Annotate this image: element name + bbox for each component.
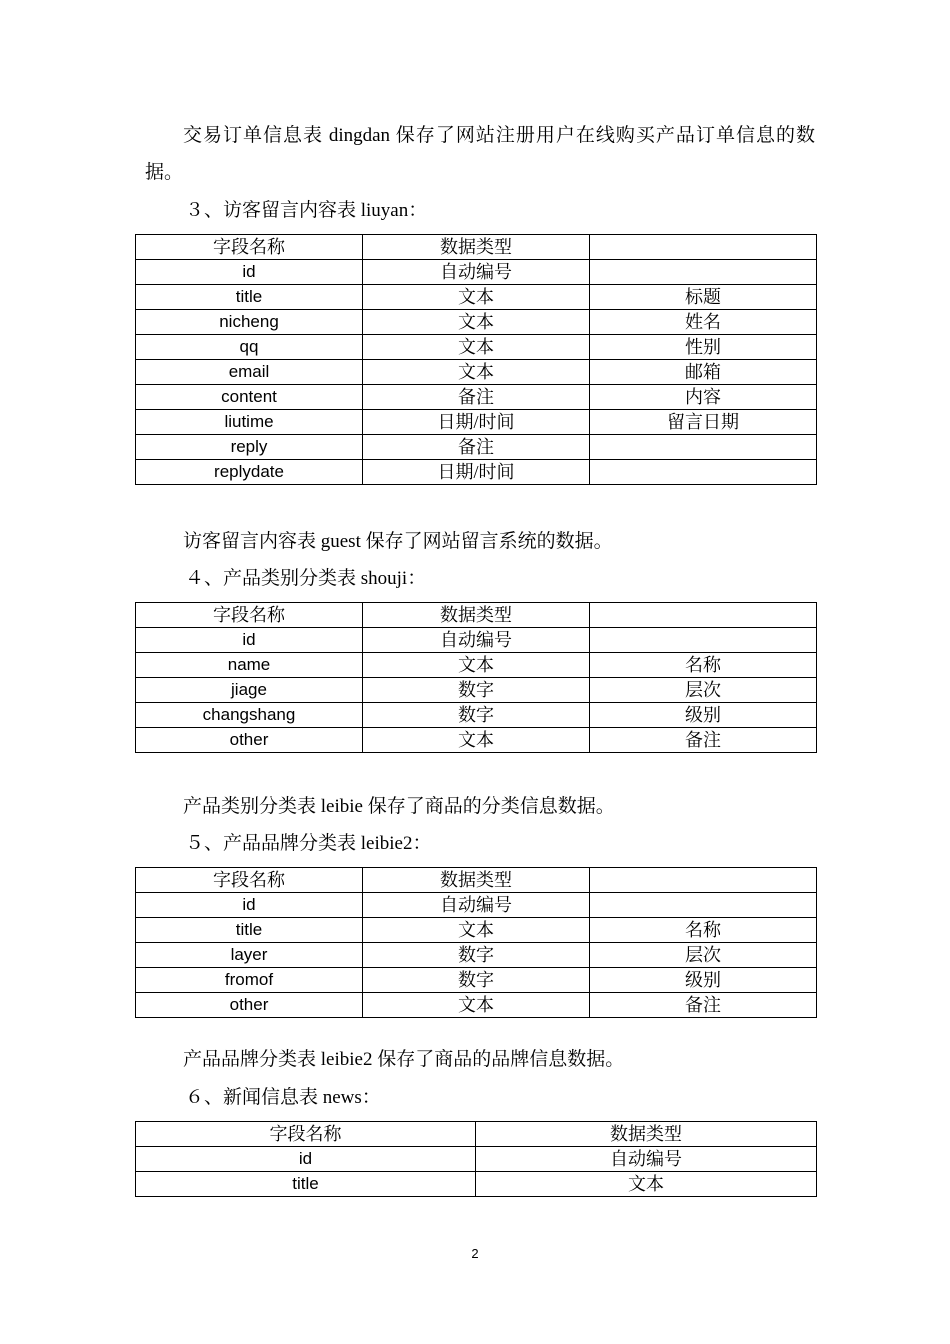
field-name-cell: id <box>136 628 363 653</box>
column-header <box>590 235 817 260</box>
table-row <box>136 1172 817 1197</box>
data-type-cell: 文本 <box>363 728 590 753</box>
table-row <box>136 310 817 335</box>
field-name-cell: replydate <box>136 460 363 485</box>
field-name-cell: liutime <box>136 410 363 435</box>
table-row <box>136 993 817 1018</box>
description-cell: 名称 <box>590 653 817 678</box>
field-name-cell: layer <box>136 943 363 968</box>
table-row <box>136 678 817 703</box>
table-header-row <box>136 868 817 893</box>
description-cell: 备注 <box>590 993 817 1018</box>
table-row <box>136 893 817 918</box>
table-row <box>136 728 817 753</box>
description-cell: 邮箱 <box>590 360 817 385</box>
data-type-cell: 文本 <box>363 285 590 310</box>
table-header-row <box>136 1122 817 1147</box>
section-note-leibie2: 产品品牌分类表 leibie2 保存了商品的品牌信息数据。 <box>183 1049 625 1070</box>
table-row <box>136 285 817 310</box>
column-header: 字段名称 <box>136 235 363 260</box>
table-row <box>136 460 817 485</box>
table-row <box>136 435 817 460</box>
section-heading-shouji: ４、产品类别分类表 shouji： <box>185 568 427 589</box>
data-type-cell: 文本 <box>363 310 590 335</box>
table-header-row <box>136 603 817 628</box>
field-name-cell: id <box>136 893 363 918</box>
table-header-row <box>136 235 817 260</box>
description-cell: 级别 <box>590 703 817 728</box>
column-header <box>590 603 817 628</box>
field-name-cell: changshang <box>136 703 363 728</box>
description-cell: 内容 <box>590 385 817 410</box>
data-type-cell: 文本 <box>363 918 590 943</box>
data-type-cell: 数字 <box>363 678 590 703</box>
column-header: 数据类型 <box>363 868 590 893</box>
data-type-cell: 文本 <box>363 653 590 678</box>
data-type-cell: 日期/时间 <box>363 460 590 485</box>
table-row <box>136 360 817 385</box>
description-cell: 备注 <box>590 728 817 753</box>
column-header: 字段名称 <box>136 603 363 628</box>
section-heading-leibie2: ５、产品品牌分类表 leibie2： <box>185 833 432 854</box>
table-news <box>135 1121 817 1197</box>
table-shouji <box>135 602 817 753</box>
description-cell: 姓名 <box>590 310 817 335</box>
data-type-cell: 文本 <box>363 335 590 360</box>
field-name-cell: title <box>136 1172 476 1197</box>
column-header: 数据类型 <box>476 1122 817 1147</box>
data-type-cell: 自动编号 <box>476 1147 817 1172</box>
data-type-cell: 备注 <box>363 385 590 410</box>
description-cell: 名称 <box>590 918 817 943</box>
data-type-cell: 自动编号 <box>363 260 590 285</box>
field-name-cell: content <box>136 385 363 410</box>
description-cell <box>590 260 817 285</box>
section-note-leibie: 产品类别分类表 leibie 保存了商品的分类信息数据。 <box>183 796 615 817</box>
table-leibie2 <box>135 867 817 1018</box>
field-name-cell: jiage <box>136 678 363 703</box>
table-row <box>136 653 817 678</box>
intro-paragraph: 交易订单信息表 dingdan 保存了网站注册用户在线购买产品订单信息的数据。 <box>145 125 815 183</box>
table-row <box>136 335 817 360</box>
description-cell: 级别 <box>590 968 817 993</box>
table-row <box>136 703 817 728</box>
table-row <box>136 943 817 968</box>
table-row <box>136 628 817 653</box>
field-name-cell: name <box>136 653 363 678</box>
data-type-cell: 数字 <box>363 943 590 968</box>
description-cell: 层次 <box>590 943 817 968</box>
column-header: 字段名称 <box>136 1122 476 1147</box>
column-header: 字段名称 <box>136 868 363 893</box>
table-row <box>136 1147 817 1172</box>
field-name-cell: title <box>136 285 363 310</box>
data-type-cell: 文本 <box>476 1172 817 1197</box>
field-name-cell: reply <box>136 435 363 460</box>
field-name-cell: nicheng <box>136 310 363 335</box>
field-name-cell: qq <box>136 335 363 360</box>
column-header: 数据类型 <box>363 603 590 628</box>
description-cell: 标题 <box>590 285 817 310</box>
table-row <box>136 385 817 410</box>
description-cell <box>590 628 817 653</box>
description-cell: 性别 <box>590 335 817 360</box>
field-name-cell: id <box>136 1147 476 1172</box>
data-type-cell: 文本 <box>363 993 590 1018</box>
description-cell <box>590 893 817 918</box>
section-note-guest: 访客留言内容表 guest 保存了网站留言系统的数据。 <box>183 531 613 552</box>
table-row <box>136 918 817 943</box>
data-type-cell: 自动编号 <box>363 628 590 653</box>
field-name-cell: id <box>136 260 363 285</box>
section-heading-liuyan: ３、访客留言内容表 liuyan： <box>185 200 428 221</box>
data-type-cell: 备注 <box>363 435 590 460</box>
description-cell <box>590 460 817 485</box>
field-name-cell: title <box>136 918 363 943</box>
table-row <box>136 968 817 993</box>
field-name-cell: other <box>136 728 363 753</box>
field-name-cell: other <box>136 993 363 1018</box>
page-number: 2 <box>471 1246 479 1261</box>
section-heading-news: ６、新闻信息表 news： <box>185 1087 381 1108</box>
field-name-cell: email <box>136 360 363 385</box>
column-header <box>590 868 817 893</box>
data-type-cell: 日期/时间 <box>363 410 590 435</box>
table-liuyan <box>135 234 817 485</box>
data-type-cell: 自动编号 <box>363 893 590 918</box>
data-type-cell: 数字 <box>363 968 590 993</box>
data-type-cell: 文本 <box>363 360 590 385</box>
data-type-cell: 数字 <box>363 703 590 728</box>
description-cell: 留言日期 <box>590 410 817 435</box>
table-row <box>136 260 817 285</box>
description-cell <box>590 435 817 460</box>
description-cell: 层次 <box>590 678 817 703</box>
field-name-cell: fromof <box>136 968 363 993</box>
table-row <box>136 410 817 435</box>
column-header: 数据类型 <box>363 235 590 260</box>
